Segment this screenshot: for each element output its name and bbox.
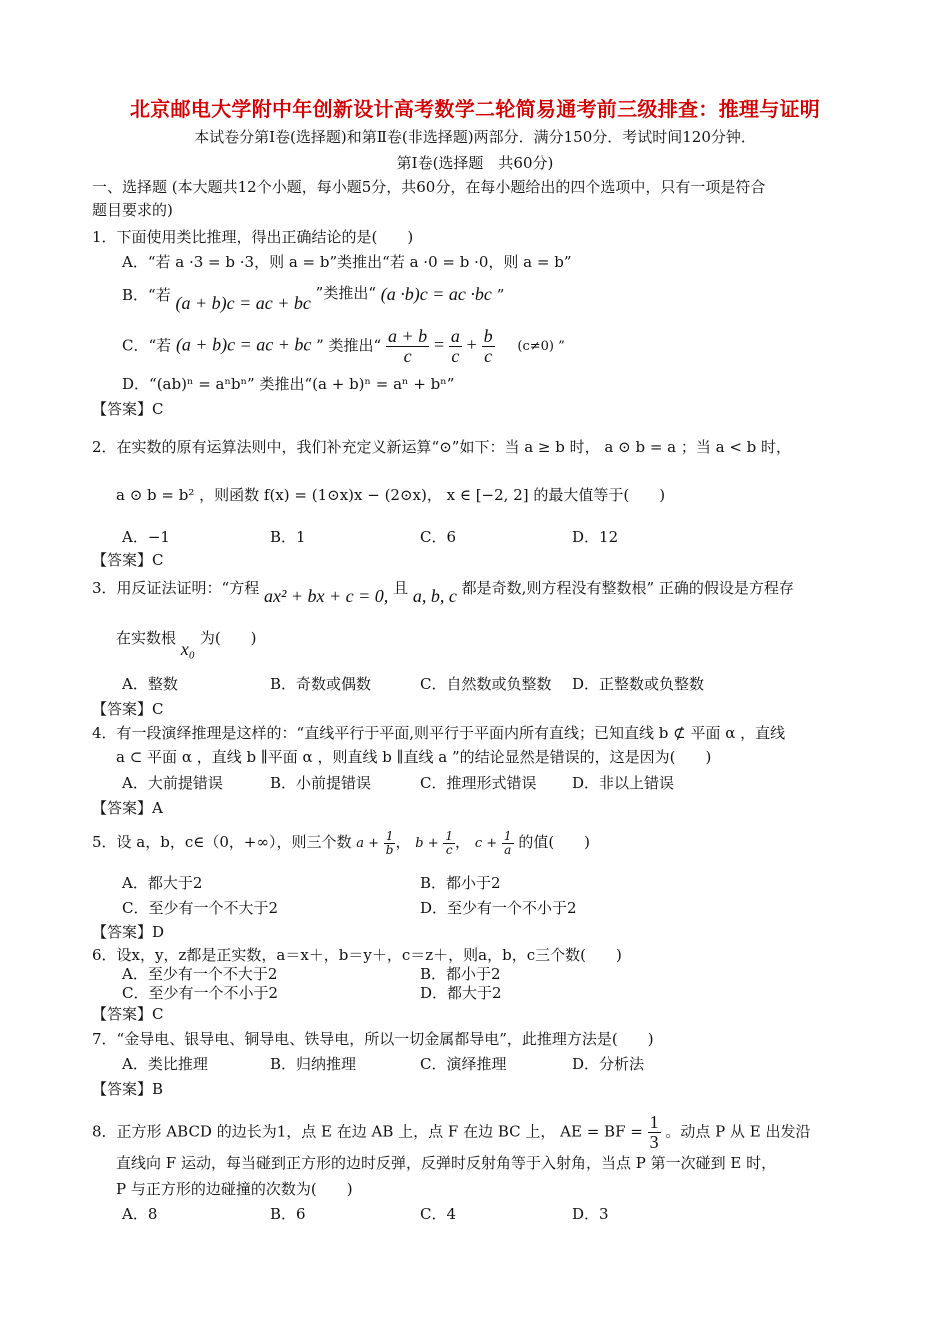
q1-answer: 【答案】C [92,400,164,418]
q3-option-b: B．奇数或偶数 [270,675,372,693]
q3-line1-suffix: 都是奇数,则方程没有整数根” 正确的假设是方程存 [461,579,794,597]
q4-answer: 【答案】A [92,799,163,817]
q1-c-frac1-denominator: c [403,345,412,366]
q1-option-b-suffix: ” [496,286,505,304]
q3-line1 [92,578,794,606]
q6-option-b: B．都小于2 [420,965,501,983]
q1-option-c-fraction-1 [386,327,429,366]
q5-t1-denominator: b [385,842,394,857]
q2-answer: 【答案】C [92,551,164,569]
q8-line1-suffix: 。动点 P 从 E 出发沿 [665,1122,811,1141]
q6-option-d: D．都大于2 [420,984,502,1002]
q3-line2-prefix: 在实数根 [116,629,177,647]
q6-answer: 【答案】C [92,1005,164,1023]
q7-option-d: D．分析法 [572,1055,645,1073]
q4-option-c: C．推理形式错误 [420,774,537,792]
q5-option-b: B．都小于2 [420,874,501,892]
q7-answer: 【答案】B [92,1080,164,1098]
q1-option-b-prefix: B．“若 [122,286,171,304]
q5-term-1: a + [356,836,380,852]
q1-stem: 1．下面使用类比推理，得出正确结论的是( ) [92,228,414,246]
q3-answer: 【答案】C [92,700,164,718]
q8-line2: 直线向 F 运动，每当碰到正方形的边时反弹，反弹时反射角等于入射角，当点 P 第一次碰到 E 时， [116,1154,777,1172]
document-title: 北京邮电大学附中年创新设计高考数学二轮简易通考前三级排查：推理与证明 [129,97,821,121]
q8-line3: P 与正方形的边碰撞的次数为( ) [116,1180,353,1198]
q5-option-a: A．都大于2 [122,874,203,892]
q4-option-d: D．非以上错误 [572,774,675,792]
q5-term-1-fraction [384,830,396,856]
q3-root-variable: x₀ [180,639,196,659]
q5-line1-suffix: 的值( ) [518,833,591,852]
q3-option-d: D．正整数或负整数 [572,675,705,693]
q1-option-c-fraction-2 [449,327,462,366]
q8-option-c: C．4 [420,1205,457,1223]
document-intro: 本试卷分第Ⅰ卷(选择题)和第Ⅱ卷(非选择题)两部分．满分150分．考试时间120分钟． [194,128,756,146]
q8-option-b: B．6 [270,1205,306,1223]
q1-c-frac2-denominator: c [451,345,460,366]
q8-line1 [92,1113,811,1152]
q1-c-frac1-numerator: a + b [388,326,428,346]
section-heading: 第Ⅰ卷(选择题 共60分) [396,154,554,172]
q5-t3-denominator: a [504,842,512,857]
q1-option-a: A．“若 a ·3 = b ·3，则 a = b”类推出“若 a ·0 = b ·0，则 a = b” [122,253,572,271]
q1-c-frac2-numerator: a [450,326,460,346]
q1-option-b [122,284,505,313]
q8-fraction-numerator: 1 [649,1112,659,1132]
q5-term-2: b + [415,836,439,852]
q1-option-c-note: (c≠0) ” [517,339,565,355]
q3-line2 [116,628,257,659]
q7-option-c: C．演绎推理 [420,1055,507,1073]
q4-option-a: A．大前提错误 [122,774,223,792]
q7-option-b: B．归纳推理 [270,1055,357,1073]
part-heading-line2: 题目要求的) [92,201,173,219]
q2-line2: a ⊙ b = b² ，则函数 f(x) = (1⊙x)x − (2⊙x)， x ∈ [−2, 2] 的最大值等于( ) [116,486,666,504]
q5-t1-numerator: 1 [385,829,394,843]
q1-option-c-equals: = [433,334,445,355]
q3-option-a: A．整数 [122,675,178,693]
q4-line2: a ⊂ 平面 α ，直线 b ∥平面 α ，则直线 b ∥直线 a ”的结论显然是错误的，这是因为( ) [116,748,712,766]
q5-t2-numerator: 1 [445,829,454,843]
q8-line1-prefix: 8．正方形 ABCD 的边长为1，点 E 在边 AB 上，点 F 在边 BC 上， AE = BF = [92,1122,643,1141]
q1-option-c-prefix: C．“若 [122,336,172,355]
q1-option-b-connector: ”类推出“ [315,284,377,302]
q2-option-c: C．6 [420,528,457,546]
q8-fraction [648,1113,661,1152]
q5-option-d: D．至少有一个不小于2 [420,899,577,917]
q1-option-c-fraction-3 [482,327,495,366]
q1-c-frac3-numerator: b [483,326,493,346]
q5-answer: 【答案】D [92,923,165,941]
q5-term-3: c + [474,836,498,852]
q5-line1: 5．设 a，b，c∈（0，+∞），则三个数 a + $\frac{1}{b}$ ， b + $\frac{1}{c}$ ， c + $\frac{1}{a}$ 的值( ) [92,829,591,857]
q1-option-b-premise: (a + b)c = ac + bc [175,293,311,313]
q3-line1-prefix: 3．用反证法证明：“方程 [92,579,260,597]
q6-option-a: A．至少有一个不大于2 [122,965,278,983]
q3-line2-suffix: 为( ) [199,629,257,647]
part-heading-line1: 一、选择题 (本大题共12个小题，每小题5分，共60分，在每小题给出的四个选项中，只有一项是符合 [92,178,766,196]
q8-option-d: D．3 [572,1205,609,1223]
q7-line1: 7．“金导电、银导电、铜导电、铁导电，所以一切金属都导电”，此推理方法是( ) [92,1030,654,1048]
q5-t2-denominator: c [445,842,453,857]
q4-line1: 4．有一段演绎推理是这样的：“直线平行于平面,则平行于平面内所有直线；已知直线 b ⊄ 平面 α ，直线 [92,724,786,742]
q8-fraction-denominator: 3 [649,1131,659,1152]
q5-option-c: C．至少有一个不大于2 [122,899,279,917]
q6-option-c: C．至少有一个不小于2 [122,984,279,1002]
q1-option-c-plus: + [466,334,477,355]
q5-term-2-fraction [443,830,455,856]
q2-option-b: B．1 [270,528,306,546]
q3-variables: a, b, c [412,586,457,606]
q3-line1-and: 且 [393,579,409,597]
q1-option-c [122,327,565,366]
q1-option-c-connector: ” 类推出“ [316,336,382,355]
q3-equation: ax² + bx + c = 0, [264,586,389,606]
q1-option-b-conclusion: (a ·b)c = ac ·bc [380,284,492,304]
q1-c-frac3-denominator: c [484,345,493,366]
q2-line1: 2．在实数的原有运算法则中，我们补充定义新运算“⊙”如下：当 a ≥ b 时， a ⊙ b = a ；当 a < b 时， [92,438,792,456]
q3-option-c: C．自然数或负整数 [420,675,552,693]
q2-option-a: A．−1 [122,528,170,546]
q2-option-d: D．12 [572,528,619,546]
q7-option-a: A．类比推理 [122,1055,208,1073]
q1-option-d: D．“(ab)ⁿ = aⁿbⁿ” 类推出“(a + b)ⁿ = aⁿ + bⁿ” [122,375,455,393]
q5-term-3-fraction [502,830,514,856]
q4-option-b: B．小前提错误 [270,774,372,792]
q6-line1: 6．设x，y，z都是正实数，a＝x＋，b＝y＋，c＝z＋，则a，b，c三个数( ) [92,946,622,964]
q5-t3-numerator: 1 [503,829,512,843]
q1-option-c-premise: (a + b)c = ac + bc [175,334,312,355]
q8-option-a: A．8 [122,1205,158,1223]
q5-line1-prefix: 5．设 a，b，c∈（0，+∞），则三个数 [92,833,352,852]
